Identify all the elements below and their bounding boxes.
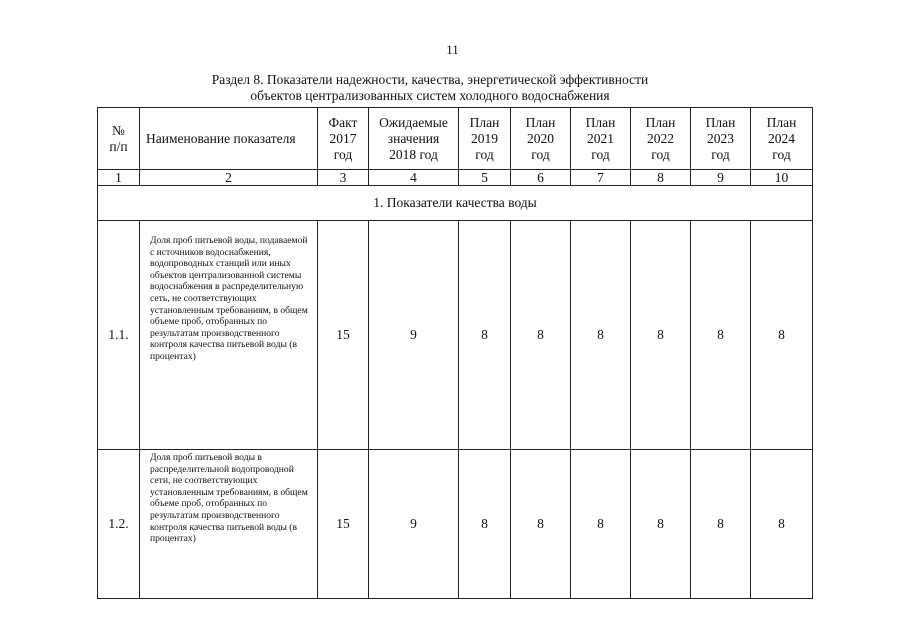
value-plan-2021: 8 [571,450,631,599]
group-title: 1. Показатели качества воды [98,186,813,221]
header-plan-2023: План 2023 год [691,108,751,170]
header-plan-2021: План 2021 год [571,108,631,170]
header-plan-2024: План 2024 год [751,108,813,170]
value-plan-2020: 8 [511,221,571,450]
value-plan-2023: 8 [691,221,751,450]
value-plan-2019: 8 [459,221,511,450]
column-number: 10 [751,170,813,186]
header-expected-2018: Ожидаемые значения 2018 год [369,108,459,170]
value-plan-2024: 8 [751,221,813,450]
header-plan-2019: План 2019 год [459,108,511,170]
header-number: № п/п [98,108,140,170]
indicators-table [97,107,813,599]
value-plan-2022: 8 [631,450,691,599]
section-title-line-1: Раздел 8. Показатели надежности, качества, энергетической эффективности [211,72,649,87]
value-plan-2019: 8 [459,450,511,599]
column-number: 1 [98,170,140,186]
indicator-name: Доля проб питьевой воды, подаваемой с источников водоснабжения, водопроводных станций или иных объектов централизованной системы водоснабжения в распределительную сеть, не соответствующих установленным требованиям, в общем объеме проб, отобранных по результатам производственного контроля качества питьевой воды (в процентах) [140,221,318,450]
value-plan-2023: 8 [691,450,751,599]
column-number: 9 [691,170,751,186]
row-number: 1.2. [98,450,140,599]
value-plan-2024: 8 [751,450,813,599]
indicator-name: Доля проб питьевой воды в распределительной водопроводной сети, не соответствующих установленным требованиям, в общем объеме проб, отобранных по результатам производственного контроля качества питьевой воды (в процентах) [140,450,318,599]
section-title [150,72,710,104]
value-plan-2020: 8 [511,450,571,599]
column-number: 5 [459,170,511,186]
column-number: 7 [571,170,631,186]
header-indicator-name: Наименование показателя [140,108,318,170]
column-number: 8 [631,170,691,186]
value-expected-2018: 9 [369,450,459,599]
value-fact-2017: 15 [318,450,369,599]
column-number: 4 [369,170,459,186]
value-plan-2022: 8 [631,221,691,450]
table-row [98,221,813,450]
value-expected-2018: 9 [369,221,459,450]
header-plan-2022: План 2022 год [631,108,691,170]
column-numbers-row [98,170,813,186]
header-plan-2020: План 2020 год [511,108,571,170]
value-plan-2021: 8 [571,221,631,450]
column-number: 2 [140,170,318,186]
row-number: 1.1. [98,221,140,450]
header-fact-2017: Факт 2017 год [318,108,369,170]
page-number: 11 [446,42,459,57]
section-title-line-2: объектов централизованных систем холодного водоснабжения [250,88,610,103]
group-title-row [98,186,813,221]
column-number: 3 [318,170,369,186]
table-header-row [98,108,813,170]
value-fact-2017: 15 [318,221,369,450]
table-row [98,450,813,599]
column-number: 6 [511,170,571,186]
